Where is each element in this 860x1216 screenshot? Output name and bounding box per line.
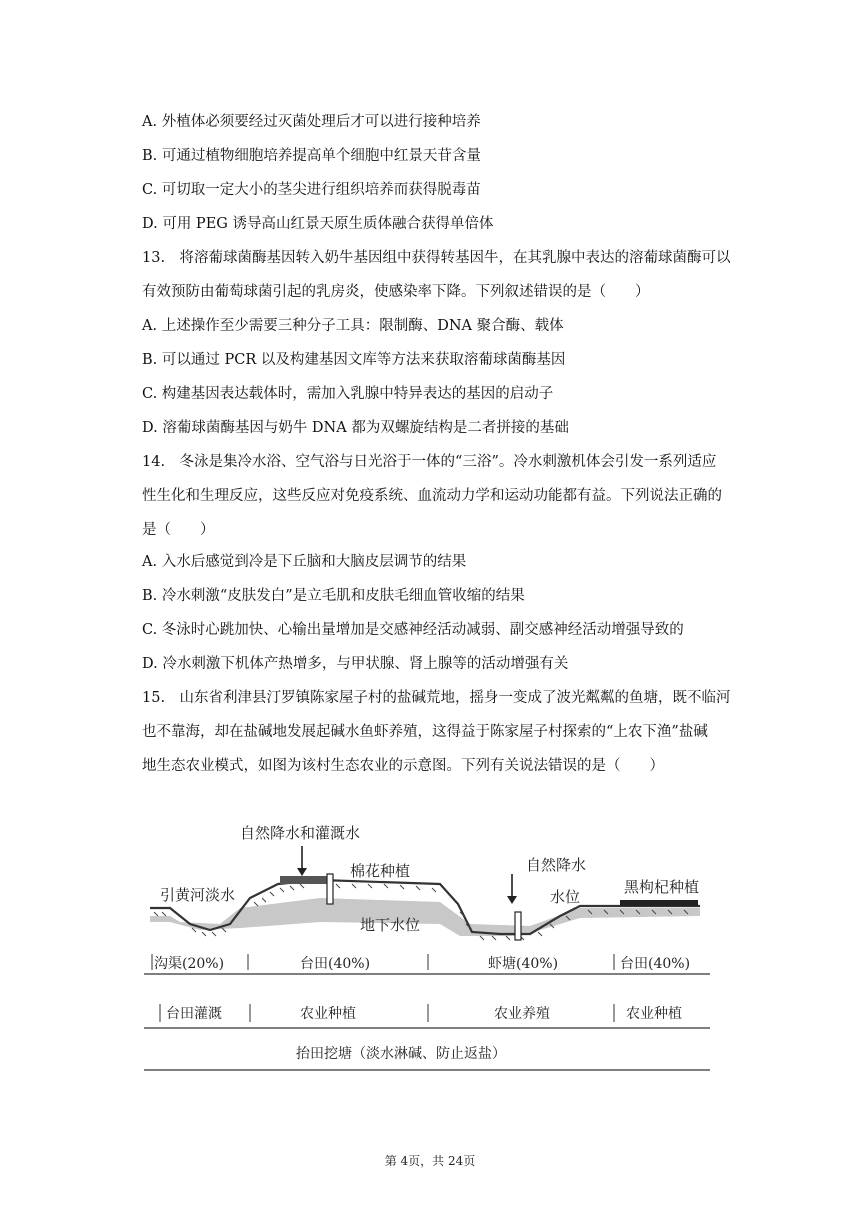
q13-option-d: D. 溶葡球菌酶基因与奶牛 DNA 都为双螺旋结构是二者拼接的基础 (142, 420, 569, 436)
row1-terrace: 台田(40%) (300, 956, 371, 972)
cotton-pipe-marker (327, 874, 333, 904)
q14-option-a: A. 入水后感觉到冷是下丘脑和大脑皮层调节的结果 (142, 554, 467, 570)
label-water-level: 水位 (550, 888, 581, 906)
label-cotton: 棉花种植 (350, 862, 411, 880)
q12-option-a: A. 外植体必须要经过灭菌处理后才可以进行接种培养 (142, 114, 481, 130)
q15-stem-line-2: 也不靠海，却在盐碱地发展起碱水鱼虾养殖，这得益于陈家屋子村探索的“上农下渔”盐碱 (142, 724, 708, 740)
q13-option-c: C. 构建基因表达载体时，需加入乳腺中特异表达的基因的启动子 (142, 386, 554, 402)
q13-stem-line-2: 有效预防由葡萄球菌引起的乳房炎，使感染率下降。下列叙述错误的是（ ） (142, 284, 650, 300)
q13-option-a: A. 上述操作至少需要三种分子工具：限制酶、DNA 聚合酶、载体 (142, 318, 564, 334)
q15-stem-line-1: 15. 山东省利津县汀罗镇陈家屋子村的盐碱荒地，摇身一变成了波光粼粼的鱼塘，既不临河 (142, 690, 731, 706)
row2-terrace-irrigation: 台田灌溉 (166, 1006, 222, 1022)
label-goji: 黑枸杞种植 (624, 878, 700, 896)
q13-option-b: B. 可以通过 PCR 以及构建基因文库等方法来获取溶葡球菌酶基因 (142, 352, 566, 368)
label-yellow-river: 引黄河淡水 (160, 886, 236, 904)
q14-stem-line-2: 性生化和生理反应，这些反应对免疫系统、血流动力学和运动功能都有益。下列说法正确的 (142, 488, 722, 504)
q15-stem-line-3: 地生态农业模式，如图为该村生态农业的示意图。下列有关说法错误的是（ ） (142, 758, 664, 774)
row2-aquaculture: 农业养殖 (494, 1006, 550, 1022)
q14-option-d: D. 冷水刺激下机体产热增多，与甲状腺、肾上腺等的活动增强有关 (142, 656, 569, 672)
q14-stem-line-3: 是（ ） (142, 522, 215, 538)
cotton-field-bar (280, 876, 328, 884)
q14-stem-line-1: 14. 冬泳是集冷水浴、空气浴与日光浴于一体的“三浴”。冷水刺激机体会引发一系列适应 (142, 454, 717, 470)
q12-option-b: B. 可通过植物细胞培养提高单个细胞中红景天苷含量 (142, 148, 481, 164)
row3-summary: 抬田挖塘（淡水淋碱、防止返盐） (296, 1046, 506, 1062)
q14-option-b: B. 冷水刺激“皮肤发白”是立毛肌和皮肤毛细血管收缩的结果 (142, 588, 525, 604)
row2-farming: 农业种植 (300, 1006, 356, 1022)
row1-shrimp-pond: 虾塘(40%) (488, 956, 559, 972)
q14-option-c: C. 冬泳时心跳加快、心输出量增加是交感神经活动减弱、副交感神经活动增强导致的 (142, 622, 684, 638)
row1-terrace-2: 台田(40%) (620, 956, 691, 972)
goji-field-bar (620, 900, 698, 906)
row1-ditch: 沟渠(20%) (154, 956, 225, 972)
natural-rain-arrow (507, 874, 517, 904)
pond-pipe-marker (515, 912, 521, 940)
q13-stem-line-1: 13. 将溶葡球菌酶基因转入奶牛基因组中获得转基因牛，在其乳腺中表达的溶葡球菌酶可以 (142, 250, 731, 266)
label-groundwater: 地下水位 (360, 916, 421, 934)
row2-farming-2: 农业种植 (626, 1006, 682, 1022)
q12-option-c: C. 可切取一定大小的茎尖进行组织培养而获得脱毒苗 (142, 182, 481, 198)
label-natural-rain: 自然降水 (526, 856, 587, 874)
eco-agriculture-svg (140, 812, 720, 1082)
q12-option-d: D. 可用 PEG 诱导高山红景天原生质体融合获得单倍体 (142, 216, 494, 232)
eco-agriculture-diagram (140, 812, 720, 1082)
rain-irrigation-arrow (297, 846, 307, 876)
page-footer: 第 4页，共 24页 (384, 1154, 476, 1168)
label-rain-irrigation: 自然降水和灌溉水 (240, 824, 361, 842)
